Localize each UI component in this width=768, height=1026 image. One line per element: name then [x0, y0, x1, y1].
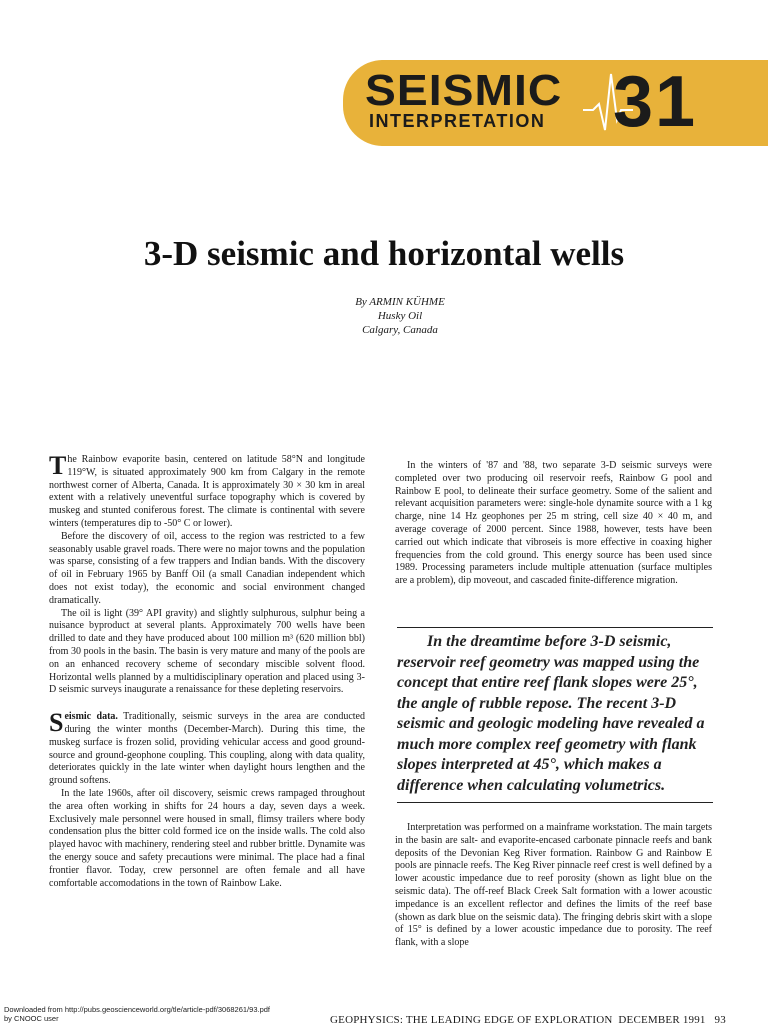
- section-heading: eismic data.: [64, 711, 118, 723]
- banner-word: SEISMIC: [365, 66, 563, 115]
- article-title: 3-D seismic and horizontal wells: [143, 234, 625, 273]
- left-column: [49, 451, 365, 890]
- paragraph: [49, 451, 365, 531]
- paragraph-text: Traditionally, seismic surveys in the area are conducted during the winter months (December-March). During this time, the muskeg surface is frozen solid, providing vehicular access and good ground-source and ground-geophone coupling. This coupling, along with data quality, deteriorates quickly in the late winter when daylight hours lengthen and the ground softens.: [49, 711, 365, 787]
- column-number: 31: [613, 62, 698, 142]
- author: By ARMIN KÜHME: [355, 296, 445, 308]
- right-column-top: [395, 460, 712, 588]
- journal-name: GEOPHYSICS: THE LEADING EDGE OF EXPLORATION: [330, 1014, 613, 1026]
- download-url[interactable]: Downloaded from http://pubs.geoscienceworld.org/tle/article-pdf/3068261/93.pdf: [4, 1005, 270, 1014]
- page-footer: [330, 1014, 740, 1026]
- paragraph: Before the discovery of oil, access to the region was restricted to a few seasonably usable gravel roads. There were no major towns and the population was sparse, consisting of a few trappers and Indian bands. With the discovery of oil in February 1965 by Banff Oil (a small Canadian independent which does not exist today), the economic and social environment changed dramatically.: [49, 530, 365, 606]
- download-user: by CNOOC user: [4, 1013, 59, 1023]
- drop-cap: S: [49, 708, 64, 738]
- banner-subword: INTERPRETATION: [369, 111, 546, 131]
- byline: [300, 295, 500, 337]
- paragraph: Interpretation was performed on a mainframe workstation. The main targets in the basin are salt- and evaporite-encased carbonate pinnacle reefs and bank deposits of the Devonian Keg River formation. Rainbow G and Rainbow E pools are pinnacle reefs. The Keg River pinnacle reef crest is well defined by a lower acoustic impedance due to reef porosity (shown as light blue on the seismic data). The off-reef Black Creek Salt formation with a lower acoustic impedance is an excellent reflector and defines the limits of the reef base (shown as dark blue on the seismic data). The fringing debris skirt with a slope of 15° is defined by a lower acoustic impedance due to porosity. The reef flank, with a slope: [395, 822, 712, 949]
- author-location: Calgary, Canada: [362, 324, 438, 336]
- drop-cap: T: [49, 451, 67, 480]
- author-company: Husky Oil: [377, 310, 423, 322]
- paragraph-text: he Rainbow evaporite basin, centered on latitude 58°N and longitude 119°W, is situated approximately 900 km from Calgary in the remote northwest corner of Alberta, Canada. It is approximately 30 × 30 km in areal extent with a relatively uneventful surface topography which is covered by muskeg and stunted coniferous forest. The climate is continental with severe winters (temperatures dip to -50° C or lower).: [49, 454, 365, 529]
- issue-date: DECEMBER 1991: [618, 1014, 706, 1026]
- section-banner: [343, 60, 768, 146]
- paragraph: The oil is light (39° API gravity) and slightly sulphurous, sulphur being a nuisance byproduct at several plants. Approximately 700 wells have been drilled to date and they have produced about 100 million m³ (620 million bbl) from 30 pools in the basin. The basin is very mature and many of the pools are on an enhanced recovery scheme of secondary miscible solvent flood. Horizontal wells planned by a multidisciplinary operation and placed using 3-D seismic surveys inaugurate a renaissance for these depleting reservoirs.: [49, 607, 365, 696]
- pull-quote-text: In the dreamtime before 3-D seismic, reservoir reef geometry was mapped using the concept that entire reef flank slopes were 25°, the angle of rubble repose. The recent 3-D seismic and geologic modeling have revealed a much more complex reef geometry with flank slopes interpreted at 45°, which makes a difference when calculating volumetrics.: [397, 633, 705, 794]
- paragraph: [49, 708, 365, 788]
- download-notice: [4, 1006, 324, 1023]
- right-column-bottom: [395, 822, 712, 950]
- page-number: 93: [714, 1014, 726, 1026]
- paragraph: In the winters of '87 and '88, two separate 3-D seismic surveys were completed over two producing oil reservoir reefs, Rainbow G pool and Rainbow E pool, to delineate their surface geometry. Some of the salient and relevant acquisition parameters were: single-hole dynamite source with a 1 kg charge, nine 14 Hz geophones per 25 m string, cell size 40 × 40 m, and average coverage of 2000 percent. Since 1988, however, tests have been carried out which indicate that vibroseis is more effective in coaxing higher frequencies from the cold ground. This energy source has been used since 1989. Processing parameters include multiple attenuation (surface multiples are a problem), dip moveout, and cascaded finite-difference migration.: [395, 460, 712, 587]
- pull-quote: [397, 627, 713, 803]
- paragraph: In the late 1960s, after oil discovery, seismic crews rampaged throughout the area often working in shifts for 24 hours a day, seven days a week. Exclusively male personnel were housed in small, flimsy trailers where body condensation plus the bitter cold formed ice on the inside walls. The cold also played havoc with machinery, rendering steel and rubber brittle. Dynamite was the energy souce and safety precautions were minimal. The place had a final frontier flavor. Today, crew personnel are often female and all have comfortable accomodations in the town of Rainbow Lake.: [49, 787, 365, 889]
